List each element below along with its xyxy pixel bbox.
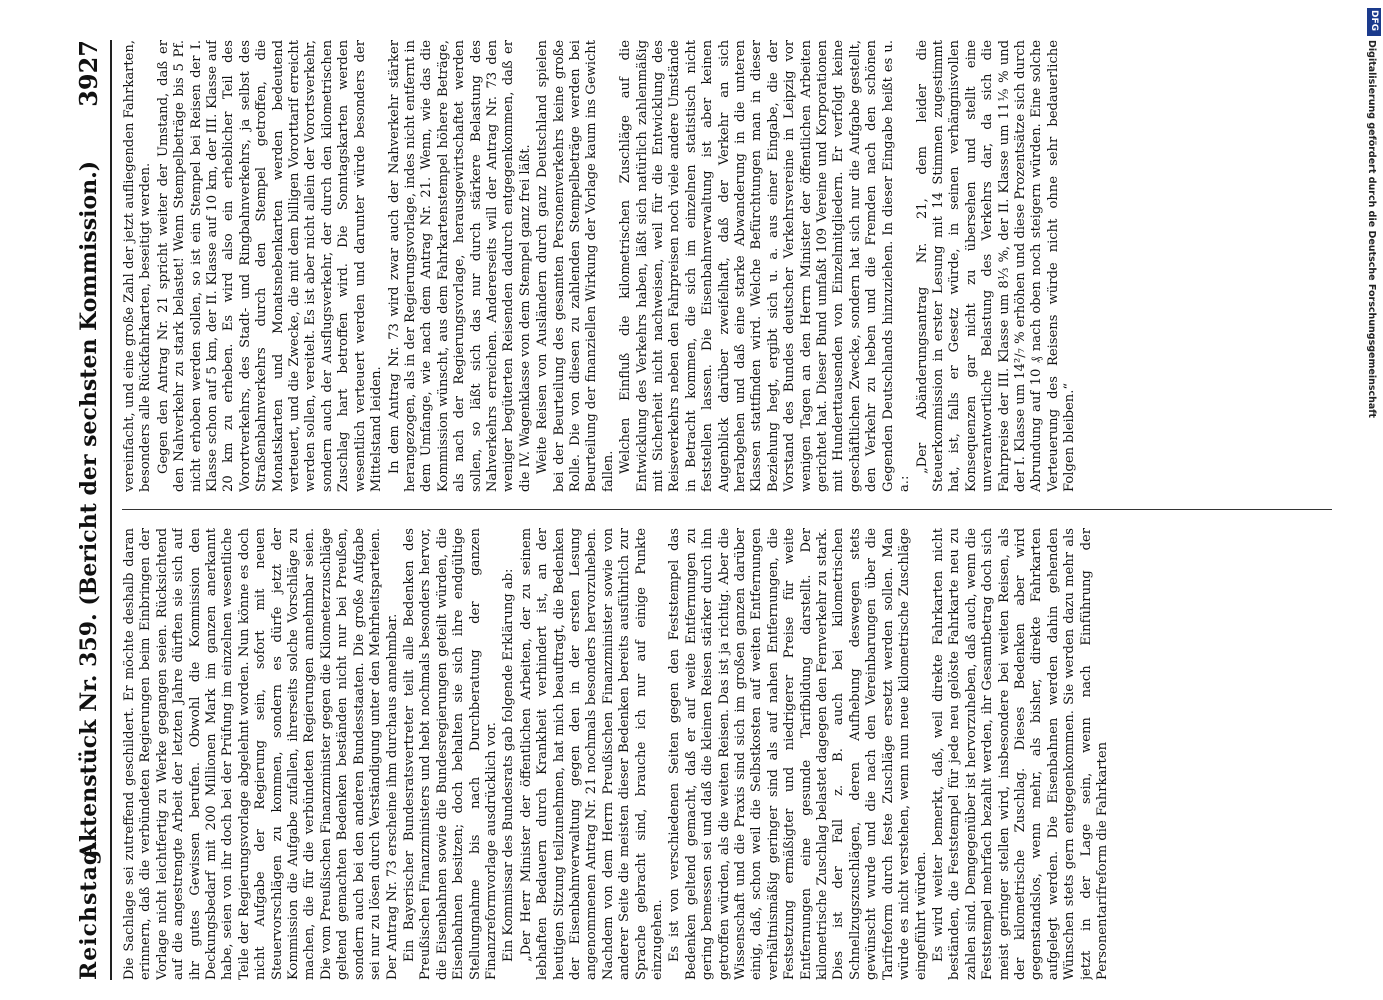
document-page <box>70 40 1340 980</box>
paragraph: vereinfacht, und eine große Zahl der jetzt aufliegenden Fahrkarten, besonders alle Rückfahrkarten, beseitigt werden. <box>122 40 154 492</box>
page-header <box>70 40 112 980</box>
paragraph: Gegen den Antrag Nr. 21 spricht weiter der Umstand, daß er den Nahverkehr zu stark belastet! Wenn Stempelbeträge bis 5 Pf. nicht erhoben werden sollen, so ist ein Stempel bei Reisen der I. Klasse schon auf 5 km, der II. Klasse auf 10 km, der III. Klasse auf 20 km zu erheben. Es wird also ein erheblicher Teil des Vorortverkehrs, des Stadt- und Ringbahnverkehrs, ja selbst des Straßenbahnverkehrs durch den Stempel getroffen, die Monatskarten und Monatsnebenkarten werden bedeutend verteuert, und die Zwecke, die mit dem billigen Vororttarif erreicht werden sollen, vereitelt. Es ist aber nicht allein der Vorortsverkehr, sondern auch der Ausflugsverkehr, der durch den kilometrischen Zuschlag hart betroffen wird. Die Sonntagskarten werden wesentlich verteuert werden und darunter würde besonders der Mittelstand leiden. <box>155 40 385 492</box>
dfg-logo <box>1367 8 1381 36</box>
header-aktenstueck: Aktenstück Nr. 359. <box>76 613 102 860</box>
dfg-logo-text: DFG <box>1369 10 1379 32</box>
column-divider <box>122 509 1332 510</box>
page-number: 3927 <box>74 40 103 107</box>
digitization-note <box>1365 40 1379 1000</box>
left-column <box>122 528 1332 980</box>
paragraph: „Der Herr Minister der öffentlichen Arbeiten, der zu seinem lebhaften Bedauern durch Krankheit verhindert ist, an der heutigen Sitzung teilzunehmen, hat mich beauftragt, die Bedenken der Eisenbahnverwaltung gegen den in der ersten Lesung angenommenen Antrag Nr. 21 nochmals besonders hervorzuheben. Nachdem von dem Herrn Preußischen Finanzminister sowie von anderer Seite die meisten dieser Bedenken bereits ausführlich zur Sprache gebracht sind, brauche ich nur auf einige Punkte einzugehen. <box>518 528 665 980</box>
paragraph: In dem Antrag Nr. 73 wird zwar auch der Nahverkehr stärker herangezogen, als in der Regierungsvorlage, indes nicht entfernt in dem Umfange, wie nach dem Antrag Nr. 21. Wenn, wie das die Kommission wünscht, aus dem Fahrkartenstempel höhere Beträge, als nach der Regierungsvorlage, herausgewirtschaftet werden sollen, so läßt sich das nur durch stärkere Belastung des Nahverkehrs erreichen. Andererseits will der Antrag Nr. 73 den weniger begüterten Reisenden dadurch entgegenkommen, daß er die IV. Wagenklasse von dem Stempel ganz frei läßt. <box>386 40 533 492</box>
right-column <box>122 40 1332 492</box>
header-subtitle: (Bericht der sechsten Kommission.) <box>76 160 102 606</box>
header-title <box>76 40 102 980</box>
paragraph: Ein Bayerischer Bundesratsvertreter teilt alle Bedenken des Preußischen Finanzministers und hebt nochmals besonders hervor, die Eisenbahnen sowie die Bundesregierungen geteilt würden, die Eisenbahnen besitzen; doch behalten sie sich ihre endgültige Stellungnahme bis nach Durchberatung der ganzen Finanzreformvorlage ausdrücklich vor. <box>401 528 499 980</box>
paragraph: „Der Abänderungsantrag Nr. 21, dem leider die Steuerkommission in erster Lesung mit 14 Stimmen zugestimmt hat, ist, falls er Gesetz würde, in seinen verhängnisvollen Konsequenzen gar nicht zu übersehen und stellt eine unverantwortliche Belastung des Verkehrs dar, da sich die Fahrpreise der III. Klasse um 8⅓ %, der II. Klasse um 11⅑ % und der I. Klasse um 14²/₇ % erhöhen und diese Prozentsätze sich durch Abrundung auf 10 ₰ nach oben noch steigern würden. Eine solche Verteuerung des Reisens würde nicht ohne sehr bedauerliche Folgen bleiben.“ <box>914 40 1078 492</box>
paragraph: Es wird weiter bemerkt, daß, weil direkte Fahrkarten nicht beständen, die Feststempel für jede neu gelöste Fahrkarte neu zu zahlen sind. Demgegenüber ist hervorzuheben, daß auch, wenn die Feststempel mehrfach bezahlt werden, ihr Gesamtbetrag doch sich meist geringer stellen wird, insbesondere bei weiten Reisen, als der kilometrische Zuschlag. Dieses Bedenken aber wird gegenstandslos, wenn mehr, als bisher, direkte Fahrkarten aufgelegt werden. Die Eisenbahnen werden dahin gehenden Wünschen stets gern entgegenkommen. Sie werden dazu mehr als jetzt in der Lage sein, wenn nach Einführung der Personentarifreform die Fahrkarten <box>930 528 1110 980</box>
paragraph: Die Sachlage sei zutreffend geschildert. Er möchte deshalb daran erinnern, daß die verbündeten Regierungen beim Einbringen der Vorlage nicht leichtfertig zu Werke gegangen seien. Rücksichtend auf die angestrengte Arbeit der letzten Jahre dürften sie sich auf ihr gutes Gewissen berufen. Obwohl die Kommission den Deckungsbedarf mit 200 Millionen Mark im ganzen anerkannt habe, seien von ihr doch bei der Prüfung im einzelnen wesentliche Teile der Regierungsvorlage abgelehnt worden. Nun könne es doch nicht Aufgabe der Regierung sein, sofort mit neuen Steuervorschlägen zu kommen, sondern es dürfe jetzt der Kommission die Aufgabe zufallen, ihrerseits solche Vorschläge zu machen, die für die verbündeten Regierungen annehmbar seien. Die vom Preußischen Finanzminister gegen die Kilometerzuschläge geltend gemachten Bedenken beständen nicht nur bei Preußen, sondern auch bei den anderen Bundesstaaten. Die große Aufgabe sei nur zu lösen durch Verständigung unter den Mehrheitsparteien. Der Antrag Nr. 73 erscheine ihm durchaus annehmbar. <box>122 528 400 980</box>
paragraph: Ein Kommissar des Bundesrats gab folgende Erklärung ab: <box>501 568 517 962</box>
paragraph: Welchen Einfluß die kilometrischen Zuschläge auf die Entwicklung des Verkehrs haben, läßt sich natürlich zahlenmäßig mit Sicherheit nicht nachweisen, weil für die Entwicklung des Reiseverkehrs neben den Fahrpreisen noch viele andere Umstände in Betracht kommen, die sich im einzelnen statistisch nicht feststellen lassen. Die Eisenbahnverwaltung ist aber keinen Augenblick darüber zweifelhaft, daß der Verkehr an sich herabgehen und daß eine starke Abwanderung in die unteren Klassen stattfinden wird. Welche Befürchtungen man in dieser Beziehung hegt, ergibt sich u. a. aus einer Eingabe, die der Vorstand des Bundes deutscher Verkehrsvereine in Leipzig vor wenigen Tagen an den Herrn Minister der öffentlichen Arbeiten gerichtet hat. Dieser Bund umfaßt 109 Vereine und Korporationen mit Hunderttausenden von Einzelmitgliedern. Er verfolgt keine geschäftlichen Zwecke, sondern hat sich nur die Aufgabe gestellt, den Verkehr zu heben und die Fremden nach den schönen Gegenden Deutschlands hinzuziehen. In dieser Eingabe heißt es u. a.: <box>618 40 913 492</box>
paragraph: Weite Reisen von Ausländern durch ganz Deutschland spielen bei der Beurteilung des gesamten Personenverkehrs keine große Rolle. Die von diesen zu zahlenden Stempelbeträge werden bei Beurteilung der finanziellen Wirkung der Vorlage kaum ins Gewicht fallen. <box>535 40 616 492</box>
paragraph: Es ist von verschiedenen Seiten gegen den Feststempel das Bedenken geltend gemacht, daß er auf weite Entfernungen zu gering bemessen sei und daß die kleinen Reisen stärker durch ihn getroffen würden, als die weiten Reisen. Das ist ja richtig. Aber die Wissenschaft und die Praxis sind sich im großen ganzen darüber einig, daß, schon weil die Selbstkosten auf weiten Entfernungen verhältnismäßig geringer sind als auf nahen Entfernungen, die Festsetzung ermäßigter und niedrigerer Preise für weite Entfernungen eine gesunde Tarifbildung darstellt. Der kilometrische Zuschlag belastet dagegen den Fernverkehr zu stark. Dies ist der Fall z. B. auch bei kilometrischen Schnellzugszuschlägen, deren Aufhebung deswegen stets gewünscht wurde und die nach den Vereinbarungen über die Tarifreform durch feste Zuschläge ersetzt werden sollen. Man würde es nicht verstehen, wenn nun neue kilometrische Zuschläge eingeführt würden. <box>667 528 929 980</box>
digitization-note-text: Digitalisierung gefördert durch die Deutsche Forschungsgemeinschaft <box>1366 40 1377 418</box>
header-reichstag: Reichstag. <box>76 840 102 980</box>
